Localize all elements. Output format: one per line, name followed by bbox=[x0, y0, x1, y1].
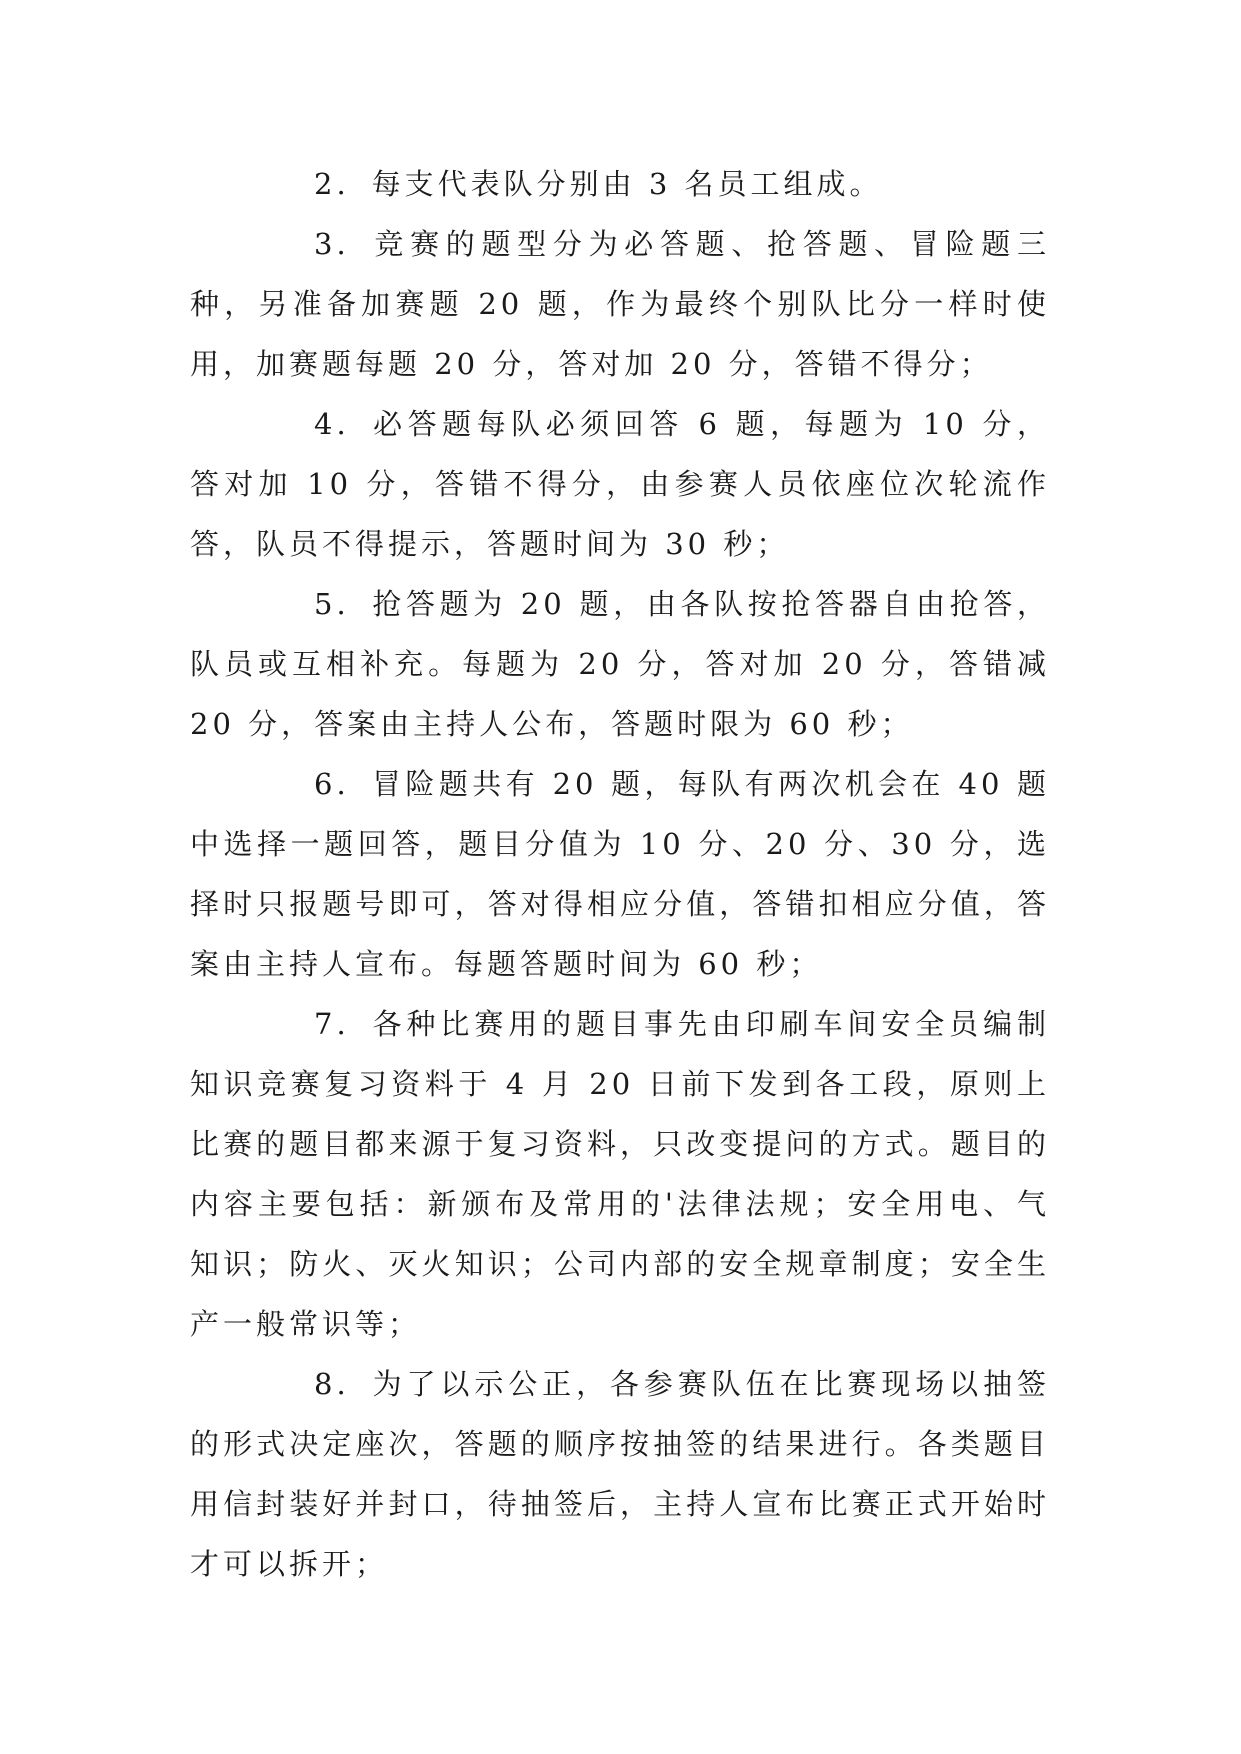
paragraph-number: 7. bbox=[314, 1007, 350, 1041]
paragraph-5 bbox=[190, 574, 1050, 754]
paragraph-3 bbox=[190, 214, 1050, 394]
paragraph-number: 4. bbox=[314, 407, 350, 441]
paragraph-7 bbox=[190, 994, 1050, 1354]
paragraph-number: 2. bbox=[314, 167, 350, 201]
paragraph-text: 各种比赛用的题目事先由印刷车间安全员编制知识竞赛复习资料于 4 月 20 日前下发到各工段，原则上比赛的题目都来源于复习资料，只改变提问的方式。题目的内容主要包括：新颁布及常用的'法律法规；安全用电、气知识；防火、灭火知识；公司内部的安全规章制度；安全生产一般常识等； bbox=[190, 1007, 1050, 1341]
paragraph-text: 抢答题为 20 题，由各队按抢答器自由抢答，队员或互相补充。每题为 20 分，答对加 20 分，答错减 20 分，答案由主持人公布，答题时限为 60 秒； bbox=[190, 587, 1050, 741]
paragraph-4 bbox=[190, 394, 1050, 574]
paragraph-text: 必答题每队必须回答 6 题，每题为 10 分，答对加 10 分，答错不得分，由参赛人员依座位次轮流作答，队员不得提示，答题时间为 30 秒； bbox=[190, 407, 1050, 561]
paragraph-text: 为了以示公正，各参赛队伍在比赛现场以抽签的形式决定座次，答题的顺序按抽签的结果进行。各类题目用信封装好并封口，待抽签后，主持人宣布比赛正式开始时才可以拆开； bbox=[190, 1367, 1050, 1581]
paragraph-2 bbox=[190, 154, 1050, 214]
paragraph-number: 5. bbox=[314, 587, 350, 621]
document-body bbox=[190, 154, 1050, 1594]
paragraph-number: 3. bbox=[314, 227, 350, 261]
paragraph-text: 竞赛的题型分为必答题、抢答题、冒险题三种，另准备加赛题 20 题，作为最终个别队比分一样时使用，加赛题每题 20 分，答对加 20 分，答错不得分； bbox=[190, 227, 1050, 381]
paragraph-6 bbox=[190, 754, 1050, 994]
paragraph-text: 每支代表队分别由 3 名员工组成。 bbox=[371, 167, 883, 201]
paragraph-number: 8. bbox=[314, 1367, 350, 1401]
paragraph-number: 6. bbox=[314, 767, 350, 801]
paragraph-8 bbox=[190, 1354, 1050, 1594]
paragraph-text: 冒险题共有 20 题，每队有两次机会在 40 题中选择一题回答，题目分值为 10 分、20 分、30 分，选择时只报题号即可，答对得相应分值，答错扣相应分值，答案由主持人宣布。每题答题时间为 60 秒； bbox=[190, 767, 1050, 981]
